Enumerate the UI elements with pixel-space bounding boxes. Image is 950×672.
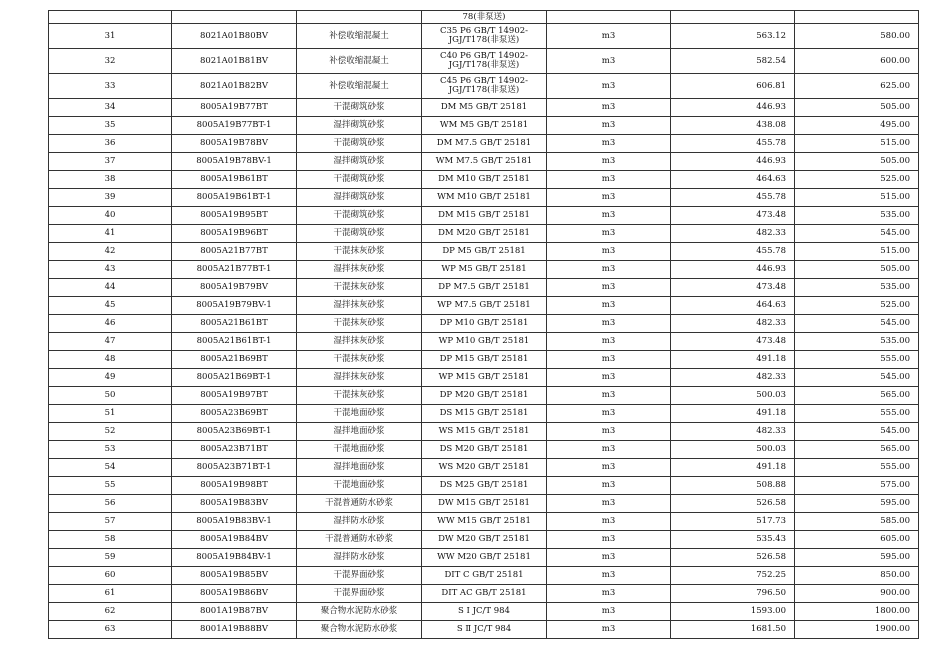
table-row	[49, 49, 919, 74]
cell-no: 34	[49, 99, 172, 117]
cell-price-2: 565.00	[795, 441, 919, 459]
cell-price-2: 565.00	[795, 387, 919, 405]
cell-spec: DM M7.5 GB/T 25181	[422, 135, 547, 153]
cell-price-2: 495.00	[795, 117, 919, 135]
cell-unit: m3	[547, 549, 671, 567]
cell-spec: DP M7.5 GB/T 25181	[422, 279, 547, 297]
cell-price-1: 500.03	[671, 441, 795, 459]
cell-no: 59	[49, 549, 172, 567]
table-row	[49, 585, 919, 603]
cell-no: 42	[49, 243, 172, 261]
cell-unit: m3	[547, 441, 671, 459]
cell-spec: S Ⅱ JC/T 984	[422, 621, 547, 639]
cell-price-1: 491.18	[671, 405, 795, 423]
table-row	[49, 351, 919, 369]
cell-price-2: 600.00	[795, 49, 919, 74]
cell-price-2: 505.00	[795, 261, 919, 279]
cell-spec: WM M7.5 GB/T 25181	[422, 153, 547, 171]
table-row	[49, 405, 919, 423]
cell-no: 45	[49, 297, 172, 315]
cell-name: 湿拌地面砂浆	[297, 459, 422, 477]
cell-spec: DM M5 GB/T 25181	[422, 99, 547, 117]
cell-unit: m3	[547, 189, 671, 207]
cell-code: 8005A19B96BT	[172, 225, 297, 243]
table-row	[49, 315, 919, 333]
cell-spec: C35 P6 GB/T 14902-JGJ/T178(非泵送)	[422, 24, 547, 49]
cell-name: 干混抹灰砂浆	[297, 351, 422, 369]
cell-price-1: 455.78	[671, 243, 795, 261]
cell-spec: DM M15 GB/T 25181	[422, 207, 547, 225]
cell-no: 58	[49, 531, 172, 549]
cell-spec: DM M20 GB/T 25181	[422, 225, 547, 243]
cell-price-2: 505.00	[795, 153, 919, 171]
cell-spec: WP M15 GB/T 25181	[422, 369, 547, 387]
cell-code: 8005A19B61BT-1	[172, 189, 297, 207]
cell-price-1: 482.33	[671, 423, 795, 441]
cell-unit: m3	[547, 24, 671, 49]
cell-price-2: 505.00	[795, 99, 919, 117]
cell-code: 8005A23B71BT-1	[172, 459, 297, 477]
cell-price-1: 582.54	[671, 49, 795, 74]
cell-price-2: 555.00	[795, 351, 919, 369]
table-row	[49, 369, 919, 387]
cell-price-1: 535.43	[671, 531, 795, 549]
cell-code: 8005A19B98BT	[172, 477, 297, 495]
cell-no: 41	[49, 225, 172, 243]
table-row	[49, 387, 919, 405]
cell-unit: m3	[547, 513, 671, 531]
cell-price-2: 515.00	[795, 243, 919, 261]
table-row	[49, 243, 919, 261]
cell-code: 8005A19B97BT	[172, 387, 297, 405]
cell-price-1: 526.58	[671, 495, 795, 513]
table-row	[49, 225, 919, 243]
cell-unit: m3	[547, 333, 671, 351]
cell-price-2: 525.00	[795, 171, 919, 189]
cell-no: 53	[49, 441, 172, 459]
cell-no: 61	[49, 585, 172, 603]
cell-code: 8021A01B82BV	[172, 74, 297, 99]
cell-code: 8005A19B79BV	[172, 279, 297, 297]
cell-price-2: 1900.00	[795, 621, 919, 639]
cell-no: 49	[49, 369, 172, 387]
cell-name: 干混砌筑砂浆	[297, 225, 422, 243]
cell-name: 湿拌砌筑砂浆	[297, 189, 422, 207]
cell-code: 8005A19B84BV-1	[172, 549, 297, 567]
cell-name: 湿拌抹灰砂浆	[297, 297, 422, 315]
cell-price-1: 752.25	[671, 567, 795, 585]
cell-no: 35	[49, 117, 172, 135]
cell-code	[172, 11, 297, 24]
cell-code: 8005A23B69BT	[172, 405, 297, 423]
cell-no: 39	[49, 189, 172, 207]
cell-price-1: 438.08	[671, 117, 795, 135]
cell-price-1: 473.48	[671, 207, 795, 225]
cell-code: 8001A19B88BV	[172, 621, 297, 639]
cell-price-2	[795, 11, 919, 24]
cell-price-1: 508.88	[671, 477, 795, 495]
cell-name: 干混普通防水砂浆	[297, 531, 422, 549]
cell-unit: m3	[547, 477, 671, 495]
table-row	[49, 24, 919, 49]
cell-price-1: 500.03	[671, 387, 795, 405]
cell-no: 51	[49, 405, 172, 423]
cell-unit: m3	[547, 99, 671, 117]
cell-price-2: 575.00	[795, 477, 919, 495]
cell-name: 干混地面砂浆	[297, 441, 422, 459]
cell-spec: DM M10 GB/T 25181	[422, 171, 547, 189]
cell-price-2: 515.00	[795, 189, 919, 207]
cell-spec: WM M10 GB/T 25181	[422, 189, 547, 207]
cell-price-1: 455.78	[671, 189, 795, 207]
cell-no: 52	[49, 423, 172, 441]
cell-spec: DS M20 GB/T 25181	[422, 441, 547, 459]
cell-unit: m3	[547, 49, 671, 74]
cell-price-2: 555.00	[795, 405, 919, 423]
cell-price-1: 491.18	[671, 459, 795, 477]
table-row	[49, 441, 919, 459]
table-row	[49, 495, 919, 513]
cell-price-1: 473.48	[671, 279, 795, 297]
cell-spec: WS M15 GB/T 25181	[422, 423, 547, 441]
cell-code: 8005A19B85BV	[172, 567, 297, 585]
table-row	[49, 135, 919, 153]
cell-price-2: 535.00	[795, 333, 919, 351]
table-row	[49, 207, 919, 225]
cell-code: 8005A19B79BV-1	[172, 297, 297, 315]
cell-unit: m3	[547, 567, 671, 585]
cell-no: 43	[49, 261, 172, 279]
cell-no: 55	[49, 477, 172, 495]
cell-spec: WP M5 GB/T 25181	[422, 261, 547, 279]
cell-no: 56	[49, 495, 172, 513]
cell-code: 8005A19B77BT-1	[172, 117, 297, 135]
cell-code: 8005A19B95BT	[172, 207, 297, 225]
cell-unit: m3	[547, 423, 671, 441]
cell-code: 8005A23B69BT-1	[172, 423, 297, 441]
cell-no: 46	[49, 315, 172, 333]
cell-unit: m3	[547, 297, 671, 315]
cell-spec: DW M20 GB/T 25181	[422, 531, 547, 549]
cell-name: 湿拌抹灰砂浆	[297, 261, 422, 279]
cell-price-1: 473.48	[671, 333, 795, 351]
cell-spec: WS M20 GB/T 25181	[422, 459, 547, 477]
cell-name: 湿拌地面砂浆	[297, 423, 422, 441]
cell-no: 32	[49, 49, 172, 74]
cell-unit: m3	[547, 225, 671, 243]
cell-spec: DS M25 GB/T 25181	[422, 477, 547, 495]
cell-unit: m3	[547, 369, 671, 387]
cell-name: 干混地面砂浆	[297, 405, 422, 423]
cell-code: 8005A21B61BT-1	[172, 333, 297, 351]
cell-name: 湿拌防水砂浆	[297, 549, 422, 567]
cell-price-1	[671, 11, 795, 24]
cell-price-2: 535.00	[795, 279, 919, 297]
cell-name: 补偿收缩混凝土	[297, 24, 422, 49]
cell-no: 36	[49, 135, 172, 153]
cell-no: 37	[49, 153, 172, 171]
table-row	[49, 279, 919, 297]
cell-unit: m3	[547, 621, 671, 639]
cell-no: 47	[49, 333, 172, 351]
table-row	[49, 99, 919, 117]
cell-no: 38	[49, 171, 172, 189]
cell-unit: m3	[547, 153, 671, 171]
cell-code: 8005A19B83BV-1	[172, 513, 297, 531]
cell-price-2: 595.00	[795, 549, 919, 567]
cell-price-1: 446.93	[671, 153, 795, 171]
cell-unit: m3	[547, 315, 671, 333]
cell-price-1: 526.58	[671, 549, 795, 567]
cell-code: 8005A19B61BT	[172, 171, 297, 189]
cell-price-2: 515.00	[795, 135, 919, 153]
cell-name: 干混界面砂浆	[297, 567, 422, 585]
table-row	[49, 531, 919, 549]
table-row	[49, 423, 919, 441]
cell-unit	[547, 11, 671, 24]
cell-unit: m3	[547, 603, 671, 621]
cell-unit: m3	[547, 495, 671, 513]
cell-price-1: 482.33	[671, 315, 795, 333]
cell-price-2: 545.00	[795, 423, 919, 441]
cell-unit: m3	[547, 117, 671, 135]
cell-price-2: 1800.00	[795, 603, 919, 621]
cell-code: 8005A21B69BT-1	[172, 369, 297, 387]
table-row	[49, 603, 919, 621]
cell-price-1: 517.73	[671, 513, 795, 531]
cell-price-2: 625.00	[795, 74, 919, 99]
cell-price-2: 850.00	[795, 567, 919, 585]
cell-price-1: 446.93	[671, 99, 795, 117]
cell-code: 8005A19B77BT	[172, 99, 297, 117]
cell-price-1: 606.81	[671, 74, 795, 99]
cell-unit: m3	[547, 351, 671, 369]
cell-spec: WM M5 GB/T 25181	[422, 117, 547, 135]
cell-code: 8001A19B87BV	[172, 603, 297, 621]
cell-name: 干混地面砂浆	[297, 477, 422, 495]
cell-price-2: 580.00	[795, 24, 919, 49]
cell-price-1: 1681.50	[671, 621, 795, 639]
cell-name: 干混抹灰砂浆	[297, 243, 422, 261]
cell-price-2: 545.00	[795, 315, 919, 333]
cell-unit: m3	[547, 74, 671, 99]
cell-spec: DW M15 GB/T 25181	[422, 495, 547, 513]
cell-code: 8005A19B78BV	[172, 135, 297, 153]
cell-name: 湿拌抹灰砂浆	[297, 333, 422, 351]
table-row	[49, 333, 919, 351]
cell-unit: m3	[547, 531, 671, 549]
cell-code: 8005A19B78BV-1	[172, 153, 297, 171]
cell-price-1: 796.50	[671, 585, 795, 603]
cell-code: 8005A23B71BT	[172, 441, 297, 459]
cell-no: 57	[49, 513, 172, 531]
cell-code: 8005A19B86BV	[172, 585, 297, 603]
cell-no: 63	[49, 621, 172, 639]
cell-name: 干混砌筑砂浆	[297, 171, 422, 189]
cell-name: 干混抹灰砂浆	[297, 315, 422, 333]
cell-unit: m3	[547, 135, 671, 153]
cell-name: 补偿收缩混凝土	[297, 49, 422, 74]
table-row	[49, 549, 919, 567]
table-row	[49, 189, 919, 207]
table-row	[49, 477, 919, 495]
cell-no: 48	[49, 351, 172, 369]
table-row	[49, 297, 919, 315]
cell-no: 54	[49, 459, 172, 477]
price-table	[48, 10, 919, 639]
cell-spec: C45 P6 GB/T 14902-JGJ/T178(非泵送)	[422, 74, 547, 99]
cell-spec: DP M15 GB/T 25181	[422, 351, 547, 369]
cell-spec: 78(非泵送)	[422, 11, 547, 24]
table-row	[49, 74, 919, 99]
cell-no: 60	[49, 567, 172, 585]
table-row	[49, 513, 919, 531]
cell-spec: C40 P6 GB/T 14902-JGJ/T178(非泵送)	[422, 49, 547, 74]
cell-unit: m3	[547, 279, 671, 297]
cell-code: 8005A19B83BV	[172, 495, 297, 513]
cell-code: 8005A21B61BT	[172, 315, 297, 333]
cell-unit: m3	[547, 261, 671, 279]
cell-price-2: 595.00	[795, 495, 919, 513]
cell-spec: DP M10 GB/T 25181	[422, 315, 547, 333]
cell-price-1: 482.33	[671, 225, 795, 243]
cell-price-1: 464.63	[671, 297, 795, 315]
table-row	[49, 153, 919, 171]
cell-price-1: 446.93	[671, 261, 795, 279]
table-row	[49, 117, 919, 135]
price-table-body	[49, 11, 919, 639]
cell-name: 湿拌抹灰砂浆	[297, 369, 422, 387]
cell-name: 湿拌砌筑砂浆	[297, 153, 422, 171]
cell-name: 干混抹灰砂浆	[297, 279, 422, 297]
cell-name: 湿拌防水砂浆	[297, 513, 422, 531]
cell-price-1: 482.33	[671, 369, 795, 387]
cell-name: 干混砌筑砂浆	[297, 135, 422, 153]
cell-price-2: 525.00	[795, 297, 919, 315]
cell-unit: m3	[547, 405, 671, 423]
cell-spec: DIT C GB/T 25181	[422, 567, 547, 585]
cell-no: 31	[49, 24, 172, 49]
cell-name: 干混抹灰砂浆	[297, 387, 422, 405]
table-row	[49, 459, 919, 477]
cell-price-2: 585.00	[795, 513, 919, 531]
cell-no: 44	[49, 279, 172, 297]
cell-name: 干混界面砂浆	[297, 585, 422, 603]
table-row	[49, 261, 919, 279]
cell-unit: m3	[547, 243, 671, 261]
cell-price-2: 535.00	[795, 207, 919, 225]
cell-spec: S Ⅰ JC/T 984	[422, 603, 547, 621]
cell-code: 8005A21B69BT	[172, 351, 297, 369]
cell-name: 聚合物水泥防水砂浆	[297, 621, 422, 639]
cell-spec: DS M15 GB/T 25181	[422, 405, 547, 423]
cell-code: 8021A01B80BV	[172, 24, 297, 49]
cell-spec: WP M10 GB/T 25181	[422, 333, 547, 351]
cell-name: 干混普通防水砂浆	[297, 495, 422, 513]
cell-code: 8021A01B81BV	[172, 49, 297, 74]
cell-name: 干混砌筑砂浆	[297, 207, 422, 225]
cell-price-1: 1593.00	[671, 603, 795, 621]
cell-spec: DP M5 GB/T 25181	[422, 243, 547, 261]
cell-price-1: 464.63	[671, 171, 795, 189]
cell-no: 33	[49, 74, 172, 99]
cell-name	[297, 11, 422, 24]
cell-price-2: 605.00	[795, 531, 919, 549]
cell-spec: DP M20 GB/T 25181	[422, 387, 547, 405]
table-row	[49, 567, 919, 585]
cell-unit: m3	[547, 585, 671, 603]
cell-price-1: 563.12	[671, 24, 795, 49]
cell-unit: m3	[547, 171, 671, 189]
cell-no: 50	[49, 387, 172, 405]
cell-code: 8005A19B84BV	[172, 531, 297, 549]
cell-spec: DIT AC GB/T 25181	[422, 585, 547, 603]
cell-unit: m3	[547, 207, 671, 225]
cell-code: 8005A21B77BT	[172, 243, 297, 261]
cell-no: 62	[49, 603, 172, 621]
cell-unit: m3	[547, 459, 671, 477]
cell-price-2: 900.00	[795, 585, 919, 603]
cell-code: 8005A21B77BT-1	[172, 261, 297, 279]
cell-no: 40	[49, 207, 172, 225]
cell-name: 干混砌筑砂浆	[297, 99, 422, 117]
cell-name: 补偿收缩混凝土	[297, 74, 422, 99]
cell-spec: WW M20 GB/T 25181	[422, 549, 547, 567]
cell-price-2: 545.00	[795, 369, 919, 387]
cell-spec: WW M15 GB/T 25181	[422, 513, 547, 531]
table-row	[49, 621, 919, 639]
cell-name: 湿拌砌筑砂浆	[297, 117, 422, 135]
cell-unit: m3	[547, 387, 671, 405]
cell-price-2: 555.00	[795, 459, 919, 477]
table-row	[49, 171, 919, 189]
cell-price-1: 491.18	[671, 351, 795, 369]
table-row-partial	[49, 11, 919, 24]
cell-price-2: 545.00	[795, 225, 919, 243]
cell-price-1: 455.78	[671, 135, 795, 153]
cell-no	[49, 11, 172, 24]
cell-spec: WP M7.5 GB/T 25181	[422, 297, 547, 315]
cell-name: 聚合物水泥防水砂浆	[297, 603, 422, 621]
